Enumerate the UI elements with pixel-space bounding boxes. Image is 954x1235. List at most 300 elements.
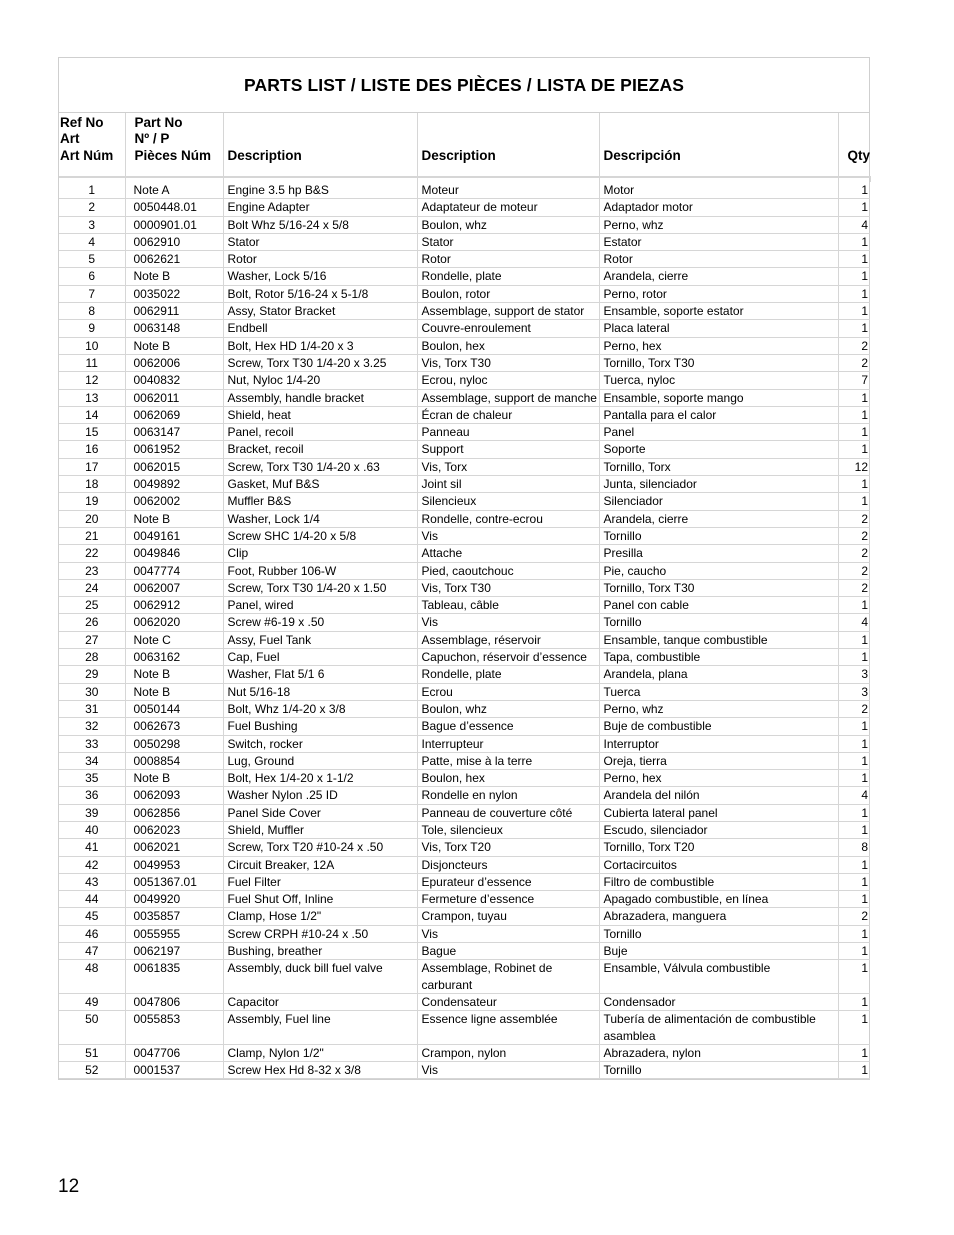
ref-no-cell: 24: [59, 579, 125, 596]
qty-cell: 1: [838, 1044, 870, 1061]
description-es-cell: Perno, whz: [599, 216, 838, 233]
ref-no-cell: 25: [59, 597, 125, 614]
part-no-cell: Note B: [125, 666, 223, 683]
table-row: [59, 718, 870, 735]
description-en-cell: Bolt, Hex HD 1/4-20 x 3: [223, 337, 417, 354]
ref-no-cell: 42: [59, 856, 125, 873]
part-no-cell: 0062021: [125, 839, 223, 856]
part-no-cell: 0062673: [125, 718, 223, 735]
description-en-cell: Panel, wired: [223, 597, 417, 614]
description-en-cell: Assy, Stator Bracket: [223, 303, 417, 320]
description-fr-cell: Interrupteur: [417, 735, 599, 752]
description-es-cell: Tuerca, nyloc: [599, 372, 838, 389]
description-fr-cell: Panneau de couverture côté: [417, 804, 599, 821]
description-fr-cell: Vis: [417, 614, 599, 631]
qty-cell: 1: [838, 285, 870, 302]
description-es-cell: Abrazadera, nylon: [599, 1044, 838, 1061]
title-box: [59, 58, 869, 113]
table-row: [59, 199, 870, 216]
description-en-cell: Engine 3.5 hp B&S: [223, 182, 417, 199]
description-fr-cell: Adaptateur de moteur: [417, 199, 599, 216]
description-es-cell: Rotor: [599, 251, 838, 268]
ref-no-cell: 10: [59, 337, 125, 354]
qty-cell: 2: [838, 562, 870, 579]
ref-no-cell: 2: [59, 199, 125, 216]
part-no-cell: 0062015: [125, 458, 223, 475]
ref-no-cell: 27: [59, 631, 125, 648]
table-row: [59, 908, 870, 925]
description-es-cell: Tornillo: [599, 527, 838, 544]
description-fr-cell: Assemblage, réservoir: [417, 631, 599, 648]
part-no-cell: Note A: [125, 182, 223, 199]
table-row: [59, 597, 870, 614]
ref-no-cell: 41: [59, 839, 125, 856]
part-no-cell: 0062912: [125, 597, 223, 614]
ref-no-cell: 26: [59, 614, 125, 631]
description-en-cell: Bracket, recoil: [223, 441, 417, 458]
ref-no-cell: 46: [59, 925, 125, 942]
part-no-cell: 0062910: [125, 233, 223, 250]
table-row: [59, 735, 870, 752]
table-row: [59, 891, 870, 908]
description-es-cell: Buje de combustible: [599, 718, 838, 735]
description-en-cell: Washer, Lock 5/16: [223, 268, 417, 285]
part-no-cell: 0062197: [125, 943, 223, 960]
description-fr-cell: Capuchon, réservoir d’essence: [417, 649, 599, 666]
description-es-cell: Estator: [599, 233, 838, 250]
table-row: [59, 251, 870, 268]
part-no-cell: Note C: [125, 631, 223, 648]
qty-cell: 1: [838, 199, 870, 216]
header-part-line-3: Pièces Núm: [134, 147, 212, 163]
header-description-fr: Description: [417, 113, 599, 177]
part-no-cell: 0062011: [125, 389, 223, 406]
qty-cell: 2: [838, 510, 870, 527]
qty-cell: 1: [838, 735, 870, 752]
ref-no-cell: 39: [59, 804, 125, 821]
description-es-cell: Tornillo, Torx T30: [599, 579, 838, 596]
description-es-cell: Condensador: [599, 993, 838, 1010]
qty-cell: 2: [838, 354, 870, 371]
part-no-cell: 0049953: [125, 856, 223, 873]
header-ref-line-2: Art: [60, 131, 80, 146]
ref-no-cell: 34: [59, 752, 125, 769]
description-es-cell: Junta, silenciador: [599, 476, 838, 493]
description-es-cell: Tornillo, Torx: [599, 458, 838, 475]
description-fr-cell: Rondelle, plate: [417, 268, 599, 285]
qty-cell: 1: [838, 1062, 870, 1079]
description-en-cell: Assembly, handle bracket: [223, 389, 417, 406]
table-row: [59, 804, 870, 821]
part-no-cell: 0062911: [125, 303, 223, 320]
qty-cell: 1: [838, 303, 870, 320]
description-fr-cell: Essence ligne assemblée: [417, 1011, 599, 1045]
qty-cell: 1: [838, 943, 870, 960]
ref-no-cell: 7: [59, 285, 125, 302]
ref-no-cell: 48: [59, 960, 125, 994]
part-no-cell: 0050298: [125, 735, 223, 752]
table-row: [59, 216, 870, 233]
qty-cell: 4: [838, 216, 870, 233]
table-row: [59, 233, 870, 250]
description-en-cell: Washer, Flat 5/1 6: [223, 666, 417, 683]
table-row: [59, 614, 870, 631]
header-ref-line-3: Art Núm: [60, 147, 114, 163]
description-es-cell: Tornillo, Torx T20: [599, 839, 838, 856]
ref-no-cell: 17: [59, 458, 125, 475]
table-row: [59, 320, 870, 337]
description-fr-cell: Vis, Torx T30: [417, 579, 599, 596]
description-fr-cell: Boulon, whz: [417, 700, 599, 717]
description-en-cell: Screw Hex Hd 8-32 x 3/8: [223, 1062, 417, 1079]
ref-no-cell: 6: [59, 268, 125, 285]
description-es-cell: Buje: [599, 943, 838, 960]
ref-no-cell: 3: [59, 216, 125, 233]
table-row: [59, 493, 870, 510]
description-es-cell: Apagado combustible, en línea: [599, 891, 838, 908]
qty-cell: 2: [838, 908, 870, 925]
qty-cell: 2: [838, 527, 870, 544]
qty-cell: 1: [838, 960, 870, 994]
description-fr-cell: Rondelle en nylon: [417, 787, 599, 804]
ref-no-cell: 50: [59, 1011, 125, 1045]
description-es-cell: Tornillo: [599, 1062, 838, 1079]
description-en-cell: Capacitor: [223, 993, 417, 1010]
ref-no-cell: 35: [59, 770, 125, 787]
description-fr-cell: Stator: [417, 233, 599, 250]
description-es-cell: Ensamble, soporte mango: [599, 389, 838, 406]
part-no-cell: 0035857: [125, 908, 223, 925]
description-en-cell: Foot, Rubber 106-W: [223, 562, 417, 579]
description-en-cell: Endbell: [223, 320, 417, 337]
table-row: [59, 527, 870, 544]
page-title: PARTS LIST / LISTE DES PIÈCES / LISTA DE PIEZAS: [244, 74, 684, 95]
table-row: [59, 476, 870, 493]
ref-no-cell: 33: [59, 735, 125, 752]
part-no-cell: 0055955: [125, 925, 223, 942]
part-no-cell: 0063162: [125, 649, 223, 666]
description-es-cell: Abrazadera, manguera: [599, 908, 838, 925]
description-fr-cell: Pied, caoutchouc: [417, 562, 599, 579]
description-fr-cell: Vis: [417, 527, 599, 544]
qty-cell: 1: [838, 424, 870, 441]
description-en-cell: Screw, Torx T30 1/4-20 x 3.25: [223, 354, 417, 371]
ref-no-cell: 49: [59, 993, 125, 1010]
header-part-no: [125, 113, 223, 177]
table-row: [59, 579, 870, 596]
description-es-cell: Tapa, combustible: [599, 649, 838, 666]
part-no-cell: 0051367.01: [125, 873, 223, 890]
table-row: [59, 839, 870, 856]
description-es-cell: Escudo, silenciador: [599, 821, 838, 838]
table-row: [59, 993, 870, 1010]
description-es-cell: Soporte: [599, 441, 838, 458]
table-row: [59, 372, 870, 389]
header-ref-no: [59, 113, 125, 177]
description-es-cell: Motor: [599, 182, 838, 199]
description-fr-cell: Ecrou, nyloc: [417, 372, 599, 389]
description-fr-cell: Ecrou: [417, 683, 599, 700]
table-row: [59, 873, 870, 890]
table-row: [59, 389, 870, 406]
description-en-cell: Assembly, Fuel line: [223, 1011, 417, 1045]
ref-no-cell: 14: [59, 406, 125, 423]
description-en-cell: Assembly, duck bill fuel valve: [223, 960, 417, 994]
description-en-cell: Gasket, Muf B&S: [223, 476, 417, 493]
table-row: [59, 770, 870, 787]
qty-cell: 1: [838, 856, 870, 873]
table-row: [59, 960, 870, 994]
description-en-cell: Washer, Lock 1/4: [223, 510, 417, 527]
description-en-cell: Shield, heat: [223, 406, 417, 423]
part-no-cell: Note B: [125, 683, 223, 700]
part-no-cell: Note B: [125, 510, 223, 527]
part-no-cell: 0000901.01: [125, 216, 223, 233]
description-en-cell: Screw, Torx T30 1/4-20 x .63: [223, 458, 417, 475]
qty-cell: 1: [838, 873, 870, 890]
ref-no-cell: 23: [59, 562, 125, 579]
description-es-cell: Arandela, cierre: [599, 510, 838, 527]
description-fr-cell: Boulon, rotor: [417, 285, 599, 302]
description-es-cell: Cubierta lateral panel: [599, 804, 838, 821]
ref-no-cell: 16: [59, 441, 125, 458]
description-fr-cell: Tableau, câble: [417, 597, 599, 614]
description-es-cell: Filtro de combustible: [599, 873, 838, 890]
table-row: [59, 821, 870, 838]
table-row: [59, 1062, 870, 1079]
description-en-cell: Clamp, Hose 1/2": [223, 908, 417, 925]
description-es-cell: Perno, hex: [599, 770, 838, 787]
description-es-cell: Cortacircuitos: [599, 856, 838, 873]
parts-table: [59, 113, 871, 1079]
header-description-es: Descripción: [599, 113, 838, 177]
description-en-cell: Stator: [223, 233, 417, 250]
description-fr-cell: Rotor: [417, 251, 599, 268]
ref-no-cell: 19: [59, 493, 125, 510]
table-row: [59, 787, 870, 804]
description-es-cell: Tornillo, Torx T30: [599, 354, 838, 371]
description-es-cell: Placa lateral: [599, 320, 838, 337]
qty-cell: 1: [838, 821, 870, 838]
table-row: [59, 562, 870, 579]
ref-no-cell: 4: [59, 233, 125, 250]
part-no-cell: 0062856: [125, 804, 223, 821]
table-header-row: [59, 113, 870, 177]
description-en-cell: Circuit Breaker, 12A: [223, 856, 417, 873]
description-en-cell: Screw, Torx T20 #10-24 x .50: [223, 839, 417, 856]
header-description-en: Description: [223, 113, 417, 177]
part-no-cell: 0050448.01: [125, 199, 223, 216]
description-fr-cell: Silencieux: [417, 493, 599, 510]
description-en-cell: Bushing, breather: [223, 943, 417, 960]
ref-no-cell: 44: [59, 891, 125, 908]
header-qty: Qty: [838, 113, 870, 177]
ref-no-cell: 36: [59, 787, 125, 804]
ref-no-cell: 21: [59, 527, 125, 544]
description-en-cell: Screw CRPH #10-24 x .50: [223, 925, 417, 942]
ref-no-cell: 32: [59, 718, 125, 735]
description-fr-cell: Rondelle, plate: [417, 666, 599, 683]
description-es-cell: Pantalla para el calor: [599, 406, 838, 423]
parts-table-body: [59, 177, 870, 1079]
ref-no-cell: 30: [59, 683, 125, 700]
description-en-cell: Lug, Ground: [223, 752, 417, 769]
ref-no-cell: 20: [59, 510, 125, 527]
header-part-line-1: Part No: [134, 114, 183, 130]
part-no-cell: 0055853: [125, 1011, 223, 1045]
table-row: [59, 1011, 870, 1045]
header-ref-line-1: Ref No: [60, 114, 104, 130]
table-row: [59, 649, 870, 666]
part-no-cell: 0063148: [125, 320, 223, 337]
description-fr-cell: Patte, mise à la terre: [417, 752, 599, 769]
description-es-cell: Arandela del nilón: [599, 787, 838, 804]
part-no-cell: 0008854: [125, 752, 223, 769]
part-no-cell: 0061835: [125, 960, 223, 994]
description-fr-cell: Boulon, hex: [417, 770, 599, 787]
table-row: [59, 943, 870, 960]
table-row: [59, 700, 870, 717]
ref-no-cell: 40: [59, 821, 125, 838]
description-es-cell: Arandela, cierre: [599, 268, 838, 285]
description-es-cell: Panel con cable: [599, 597, 838, 614]
part-no-cell: 0062093: [125, 787, 223, 804]
ref-no-cell: 8: [59, 303, 125, 320]
qty-cell: 1: [838, 1011, 870, 1045]
table-row: [59, 752, 870, 769]
qty-cell: 1: [838, 233, 870, 250]
description-en-cell: Fuel Shut Off, Inline: [223, 891, 417, 908]
description-en-cell: Muffler B&S: [223, 493, 417, 510]
parts-list-sheet: [58, 57, 870, 1080]
qty-cell: 1: [838, 320, 870, 337]
table-row: [59, 285, 870, 302]
description-es-cell: Tubería de alimentación de combustible asamblea: [599, 1011, 838, 1045]
ref-no-cell: 29: [59, 666, 125, 683]
description-fr-cell: Vis: [417, 925, 599, 942]
ref-no-cell: 9: [59, 320, 125, 337]
description-en-cell: Panel Side Cover: [223, 804, 417, 821]
description-fr-cell: Support: [417, 441, 599, 458]
description-en-cell: Bolt, Rotor 5/16-24 x 5-1/8: [223, 285, 417, 302]
description-fr-cell: Joint sil: [417, 476, 599, 493]
qty-cell: 1: [838, 752, 870, 769]
qty-cell: 12: [838, 458, 870, 475]
description-en-cell: Bolt Whz 5/16-24 x 5/8: [223, 216, 417, 233]
qty-cell: 1: [838, 406, 870, 423]
description-fr-cell: Moteur: [417, 182, 599, 199]
description-en-cell: Fuel Filter: [223, 873, 417, 890]
description-en-cell: Screw SHC 1/4-20 x 5/8: [223, 527, 417, 544]
description-en-cell: Rotor: [223, 251, 417, 268]
description-fr-cell: Crampon, tuyau: [417, 908, 599, 925]
table-row: [59, 268, 870, 285]
qty-cell: 1: [838, 597, 870, 614]
description-fr-cell: Couvre-enroulement: [417, 320, 599, 337]
description-es-cell: Panel: [599, 424, 838, 441]
qty-cell: 1: [838, 493, 870, 510]
part-no-cell: 0049920: [125, 891, 223, 908]
description-fr-cell: Écran de chaleur: [417, 406, 599, 423]
description-en-cell: Switch, rocker: [223, 735, 417, 752]
qty-cell: 3: [838, 683, 870, 700]
description-es-cell: Silenciador: [599, 493, 838, 510]
part-no-cell: 0001537: [125, 1062, 223, 1079]
part-no-cell: 0062020: [125, 614, 223, 631]
qty-cell: 1: [838, 891, 870, 908]
description-fr-cell: Crampon, nylon: [417, 1044, 599, 1061]
description-fr-cell: Boulon, hex: [417, 337, 599, 354]
page-number: 12: [58, 1176, 80, 1197]
qty-cell: 2: [838, 545, 870, 562]
description-es-cell: Tornillo: [599, 925, 838, 942]
qty-cell: 4: [838, 614, 870, 631]
table-row: [59, 182, 870, 199]
description-fr-cell: Vis: [417, 1062, 599, 1079]
description-en-cell: Assy, Fuel Tank: [223, 631, 417, 648]
ref-no-cell: 45: [59, 908, 125, 925]
description-fr-cell: Assemblage, support de manche: [417, 389, 599, 406]
description-es-cell: Tuerca: [599, 683, 838, 700]
description-en-cell: Panel, recoil: [223, 424, 417, 441]
table-row: [59, 683, 870, 700]
description-fr-cell: Disjoncteurs: [417, 856, 599, 873]
description-es-cell: Tornillo: [599, 614, 838, 631]
description-fr-cell: Assemblage, Robinet de carburant: [417, 960, 599, 994]
part-no-cell: Note B: [125, 770, 223, 787]
table-row: [59, 303, 870, 320]
qty-cell: 1: [838, 268, 870, 285]
description-fr-cell: Bague: [417, 943, 599, 960]
qty-cell: 1: [838, 631, 870, 648]
description-fr-cell: Attache: [417, 545, 599, 562]
table-row: [59, 631, 870, 648]
description-fr-cell: Epurateur d’essence: [417, 873, 599, 890]
ref-no-cell: 15: [59, 424, 125, 441]
part-no-cell: 0050144: [125, 700, 223, 717]
qty-cell: 1: [838, 804, 870, 821]
description-en-cell: Bolt, Whz 1/4-20 x 3/8: [223, 700, 417, 717]
description-fr-cell: Condensateur: [417, 993, 599, 1010]
ref-no-cell: 52: [59, 1062, 125, 1079]
ref-no-cell: 51: [59, 1044, 125, 1061]
part-no-cell: 0047806: [125, 993, 223, 1010]
ref-no-cell: 31: [59, 700, 125, 717]
ref-no-cell: 28: [59, 649, 125, 666]
description-es-cell: Pie, caucho: [599, 562, 838, 579]
qty-cell: 2: [838, 700, 870, 717]
qty-cell: 1: [838, 251, 870, 268]
table-row: [59, 510, 870, 527]
description-fr-cell: Vis, Torx: [417, 458, 599, 475]
table-row: [59, 666, 870, 683]
description-en-cell: Shield, Muffler: [223, 821, 417, 838]
qty-cell: 1: [838, 476, 870, 493]
description-en-cell: Screw #6-19 x .50: [223, 614, 417, 631]
description-en-cell: Nut 5/16-18: [223, 683, 417, 700]
qty-cell: 1: [838, 770, 870, 787]
description-es-cell: Perno, rotor: [599, 285, 838, 302]
part-no-cell: 0047706: [125, 1044, 223, 1061]
qty-cell: 8: [838, 839, 870, 856]
part-no-cell: 0062002: [125, 493, 223, 510]
description-fr-cell: Fermeture d’essence: [417, 891, 599, 908]
part-no-cell: 0047774: [125, 562, 223, 579]
table-row: [59, 925, 870, 942]
qty-cell: 1: [838, 993, 870, 1010]
description-es-cell: Presilla: [599, 545, 838, 562]
part-no-cell: 0062069: [125, 406, 223, 423]
